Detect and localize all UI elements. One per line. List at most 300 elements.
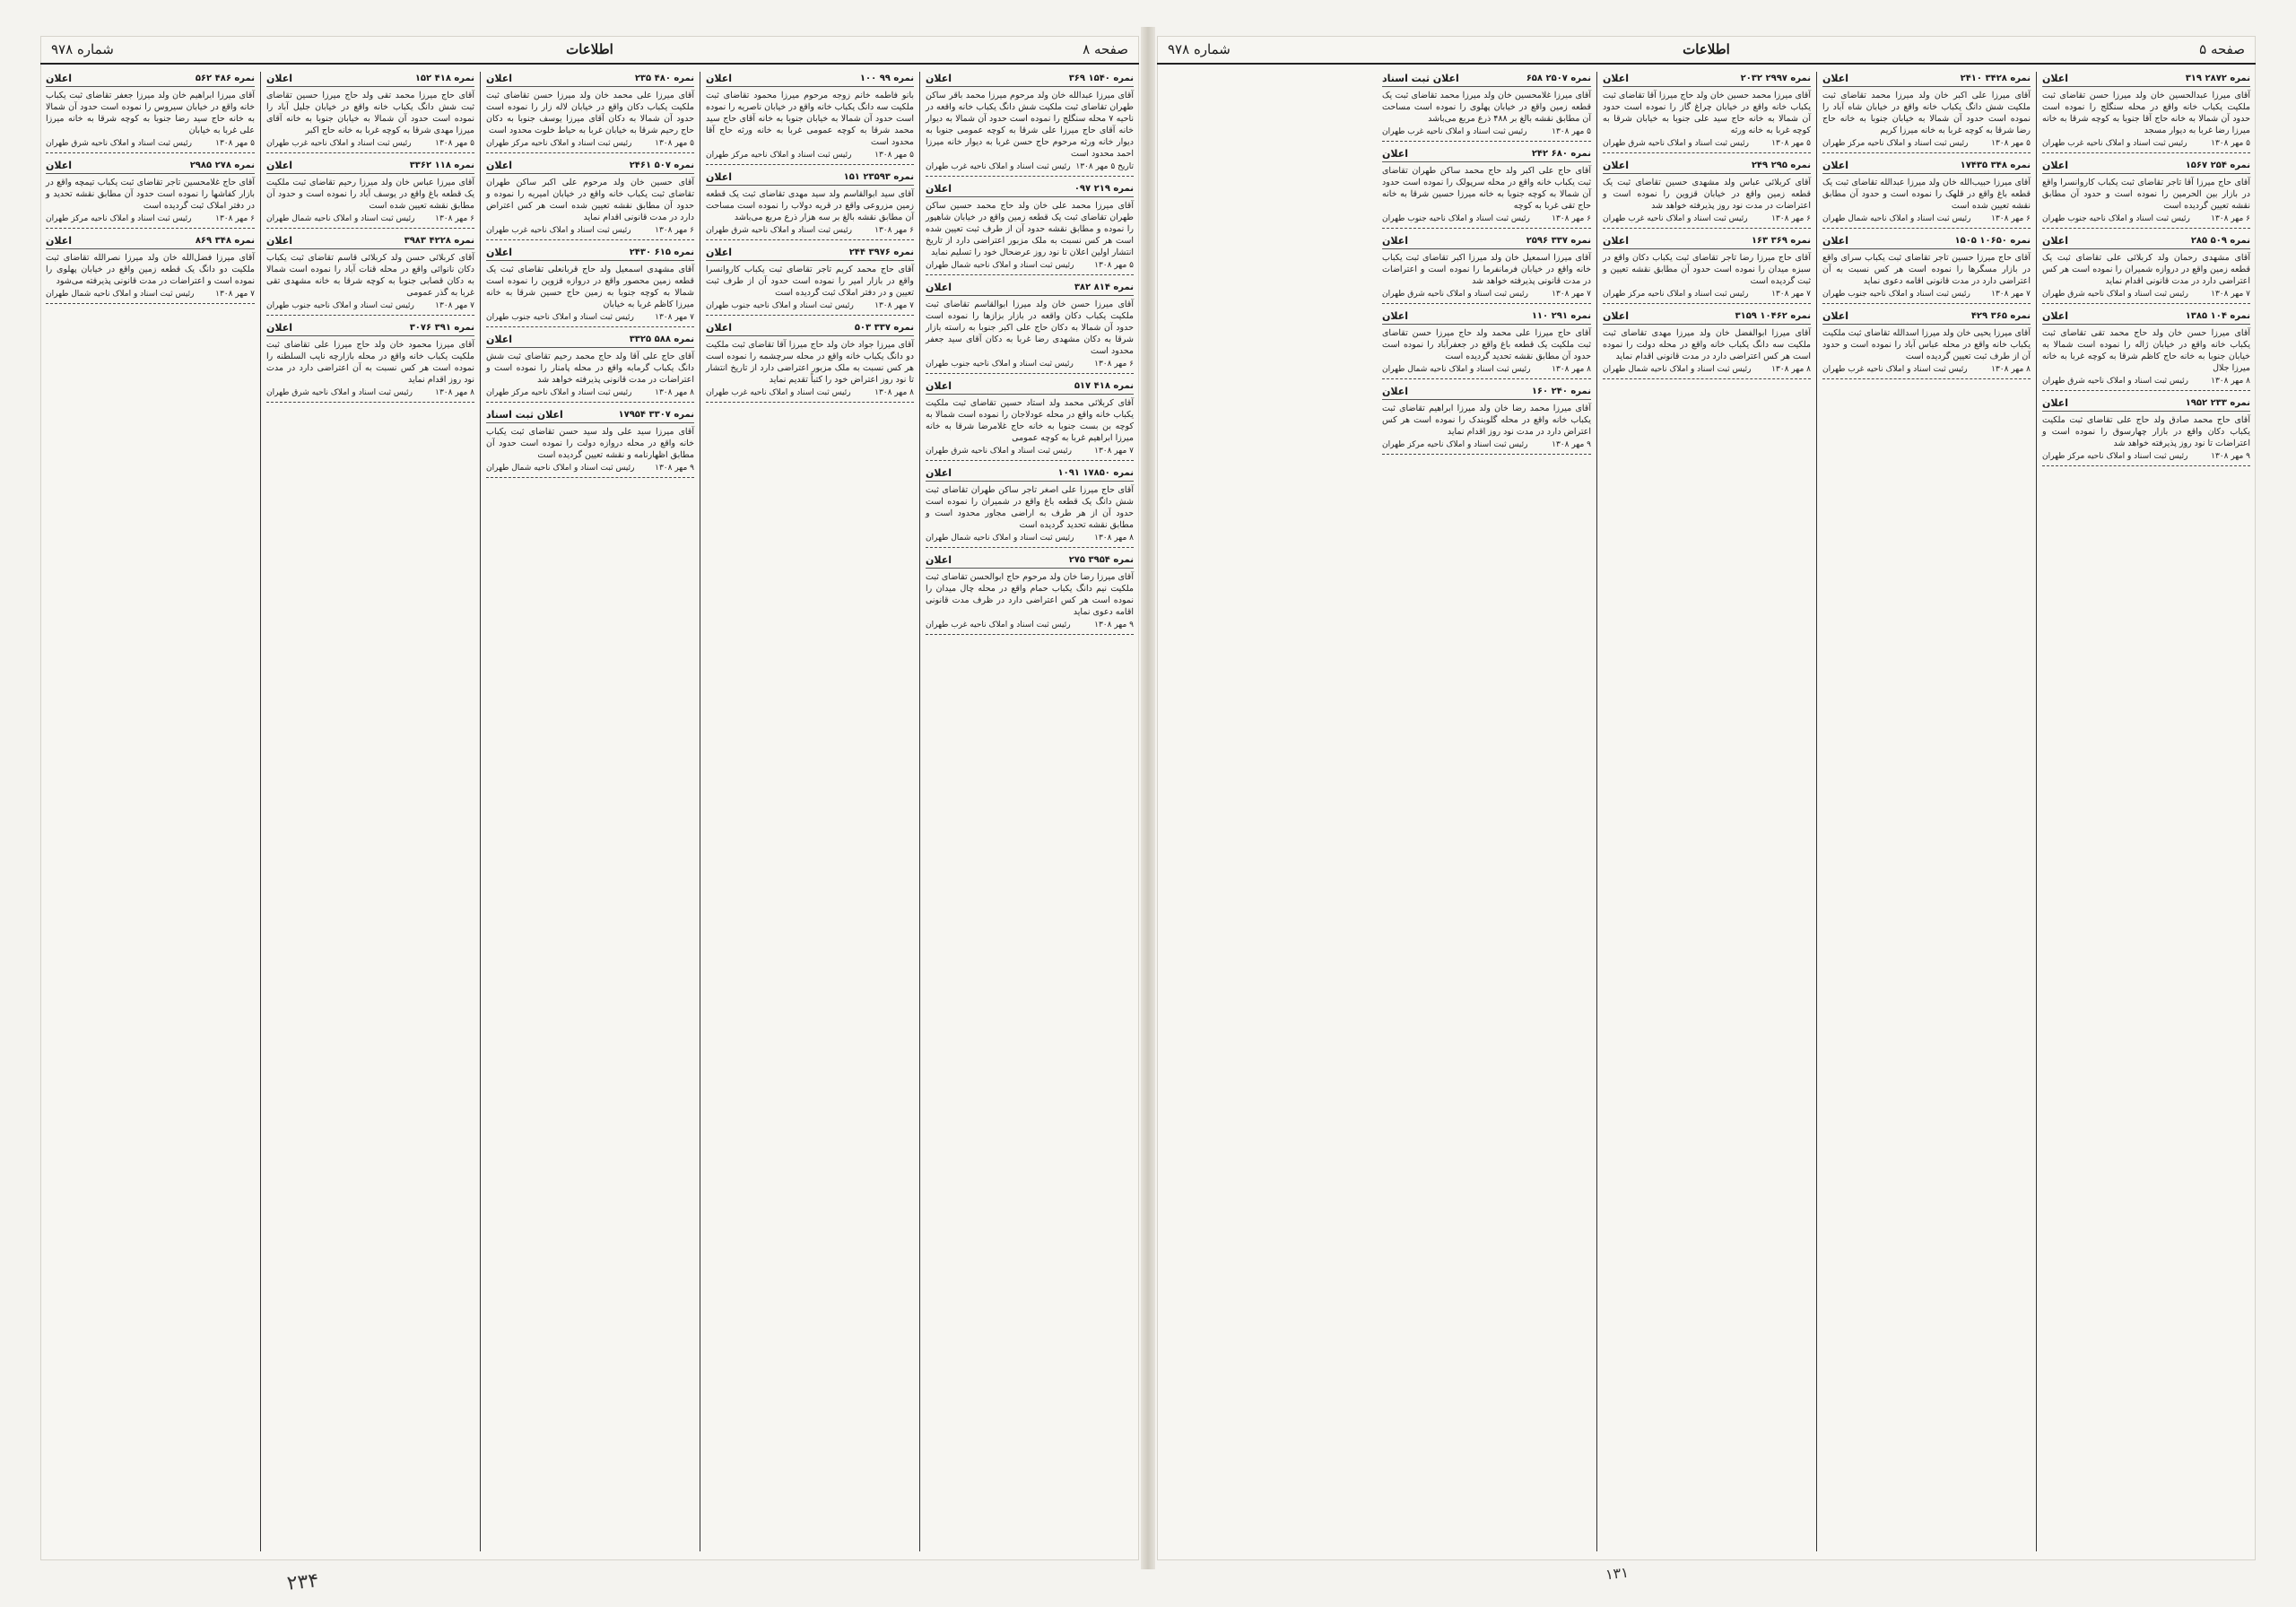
newspaper-column [700,72,919,1551]
notice-number: نمره ۵۰۹ ۲۸۵ [2190,236,2250,246]
notice-header [706,170,914,186]
registration-notice [1822,72,2031,153]
notice-body: آقای میرزا عبدالحسین خان ولد میرزا حسن تقاضای ثبت ملکیت یکباب خانه واقع در محله سنگلج را نموده است حدود آن شمالا به خانه حاج آقا جنوبا به کوچه شرقا به خانه میرزا رضا غربا به دیوار مسجد [2042,91,2250,135]
registration-notice [486,246,694,327]
registration-notice [1603,309,1811,379]
notice-body: آقای میرزا غلامحسین خان ولد میرزا محمد تقاضای ثبت یک قطعه زمین واقع در خیابان پهلوی را نموده است مساحت آن مطابق نقشه بالغ بر ۴۸۸ ذرع مربع می‌باشد [1382,91,1591,124]
notice-date: تاریخ ۵ مهر ۱۳۰۸ [1075,162,1134,171]
right-newspaper-page [1157,36,2256,1560]
notice-title: اعلان [1382,386,1409,397]
handwritten-page-number: ۲۳۴ [285,1569,320,1595]
notice-body: آقای حاج میرزا علی اصغر تاجر ساکن طهران تقاضای ثبت شش دانگ یک قطعه باغ واقع در شمیران را نموده است حدود آن از هر طرف به اراضی مجاور محدود است و مطابق نقشه تحدید گردیده است [926,485,1134,530]
notice-footer [266,214,474,223]
registry-office: رئیس ثبت اسناد و املاک ناحیه شمال طهران [1603,365,1752,374]
notice-body: آقای حاج میرزا رضا تاجر تقاضای ثبت یکباب دکان واقع در سبزه میدان را نموده است حدود آن مطابق نقشه تعیین و ثبت گردیده است [1603,253,1811,286]
page-columns [40,72,1139,1551]
notice-header [1603,309,1811,325]
newspaper-column [1377,72,1596,1551]
notice-header [266,159,474,174]
registry-office: رئیس ثبت اسناد و املاک ناحیه مرکز طهران [706,151,852,160]
notice-footer [486,139,694,148]
notice-date: ۷ مهر ۱۳۰۸ [655,313,694,322]
notice-footer [1603,290,1811,299]
notice-number: نمره ۳۳۷ ۵۰۳ [854,323,914,333]
notice-header [46,72,255,87]
notice-footer [2042,452,2250,461]
notice-number: نمره ۶۱۵ ۲۴۳۰ [629,248,694,257]
registration-notice [1603,159,1811,229]
notice-footer [2042,377,2250,386]
notice-footer [46,290,255,299]
notice-title: اعلان [486,247,513,258]
registry-office: رئیس ثبت اسناد و املاک ناحیه شمال طهران [1822,214,1971,223]
notice-number: نمره ۲۹۱ ۱۱۰ [1531,311,1591,321]
notice-title: اعلان [266,235,293,247]
notice-number: نمره ۱۱۸ ۳۳۶۲ [409,161,474,170]
registry-office: رئیس ثبت اسناد و املاک ناحیه غرب طهران [926,162,1071,171]
notice-header [1382,309,1591,325]
notice-title: اعلان [266,160,293,171]
notice-title: اعلان [46,160,73,171]
notice-header [926,72,1134,87]
notice-footer [706,388,914,397]
notice-number: نمره ۳۳۰۷ ۱۷۹۵۴ [618,410,694,420]
notice-title: اعلان ثبت اسناد [486,409,563,421]
notice-footer [926,162,1134,171]
handwritten-page-number: ۱۳۱ [1605,1563,1630,1584]
notice-footer [1603,139,1811,148]
notice-body: آقای حاج میرزا آقا تاجر تقاضای ثبت یکباب کاروانسرا واقع در بازار بین الحرمین را نموده است و حدود آن مطابق نقشه تعیین گردیده است [2042,178,2250,211]
registry-office: رئیس ثبت اسناد و املاک ناحیه شرق طهران [1603,139,1749,148]
notice-date: ۹ مهر ۱۳۰۸ [655,464,694,473]
notice-title: اعلان [1603,73,1630,84]
notice-body: آقای حاج محمد صادق ولد حاج علی تقاضای ثبت ملکیت یکباب دکان واقع در بازار چهارسوق را نموده است و اعتراضات تا نود روز پذیرفته خواهد شد [2042,415,2250,448]
registry-office: رئیس ثبت اسناد و املاک ناحیه غرب طهران [2042,139,2187,148]
notice-title: اعلان [2042,160,2069,171]
newspaper-column [1596,72,1816,1551]
registry-office: رئیس ثبت اسناد و املاک ناحیه جنوب طهران [1822,290,1970,299]
notice-footer [46,139,255,148]
registration-notice [926,379,1134,461]
notice-number: نمره ۳۹۱ ۳۰۷۶ [409,323,474,333]
notice-title: اعلان [1822,160,1849,171]
notice-title: اعلان [1382,310,1409,322]
notice-footer [2042,290,2250,299]
notice-number: نمره ۸۱۴ ۳۸۲ [1074,282,1134,292]
notice-date: ۷ مهر ۱۳۰۸ [2211,290,2250,299]
notice-number: نمره ۲۷۸ ۲۹۸۵ [189,161,255,170]
notice-body: آقای میرزا ابراهیم خان ولد میرزا جعفر تقاضای ثبت یکباب خانه واقع در خیابان سیروس را نموده است حدود آن شمالا به خانه حاج سید رضا جنوبا به کوچه شرقا به خانه میرزا علی غربا به خیابان [46,91,255,135]
notice-body: آقای میرزا فضل‌الله خان ولد میرزا نصرالله تقاضای ثبت ملکیت دو دانگ یک قطعه زمین واقع در خیابان پهلوی را نموده است و اعتراضات در مدت قانونی پذیرفته می‌شود [46,253,255,286]
registry-office: رئیس ثبت اسناد و املاک ناحیه شمال طهران [266,214,415,223]
notice-header [1822,234,2031,249]
registration-notice [266,321,474,403]
registration-notice [926,281,1134,374]
registry-office: رئیس ثبت اسناد و املاک ناحیه غرب طهران [1382,127,1527,136]
notice-header [266,321,474,336]
notice-header [266,234,474,249]
notice-body: آقای حسین خان ولد مرحوم علی اکبر ساکن طهران تقاضای ثبت یکباب خانه واقع در خیابان امیریه را نموده و حدود آن مطابق نقشه تعیین شده است هر کس اعتراض دارد در مدت قانونی اقدام نماید [486,178,694,222]
notice-body: آقای حاج میرزا حسین تاجر تقاضای ثبت یکباب سرای واقع در بازار مسگرها را نموده است هر کس نسبت به آن اعتراضی دارد در مدت قانونی اقامه دعوی نماید [1822,253,2031,286]
notice-body: آقای حاج علی اکبر ولد حاج محمد ساکن طهران تقاضای ثبت یکباب خانه واقع در محله سرپولک را نموده است حدود آن شمالا به کوچه جنوبا به خانه میرزا حسین شرقا به خانه حاج تقی غربا به کوچه [1382,166,1591,211]
newspaper-column [919,72,1139,1551]
notice-body: آقای حاج علی آقا ولد حاج محمد رحیم تقاضای ثبت شش دانگ یکباب گرمابه واقع در محله پامنار را نموده است و اعتراضات در مدت قانونی پذیرفته خواهد شد [486,352,694,385]
notice-date: ۵ مهر ۱۳۰۸ [1771,139,1811,148]
page-number: صفحه ۸ [1083,41,1128,57]
newspaper-column [260,72,480,1551]
notice-title: اعلان [706,247,733,258]
notice-date: ۹ مهر ۱۳۰۸ [1552,440,1591,449]
notice-number: نمره ۹۹ ۱۰۰ [859,74,914,83]
notice-header [486,408,694,423]
registry-office: رئیس ثبت اسناد و املاک ناحیه مرکز طهران [1822,139,1969,148]
registration-notice [1382,385,1591,455]
registry-office: رئیس ثبت اسناد و املاک ناحیه جنوب طهران [266,301,414,310]
newspaper-column [40,72,260,1551]
notice-date: ۷ مهر ۱۳۰۸ [435,301,474,310]
registry-office: رئیس ثبت اسناد و املاک ناحیه شرق طهران [706,226,852,235]
registration-notice [266,159,474,229]
notice-date: ۷ مهر ۱۳۰۸ [1771,290,1811,299]
notice-date: ۶ مهر ۱۳۰۸ [1094,360,1134,369]
notice-date: ۵ مهر ۱۳۰۸ [1094,261,1134,270]
notice-body: آقای میرزا ابوالفضل خان ولد میرزا مهدی تقاضای ثبت ملکیت سه دانگ یکباب خانه واقع در محله دولت را نموده است هر کس اعتراضی دارد در مدت قانونی اقدام نماید [1603,328,1811,361]
notice-header [486,72,694,87]
notice-title: اعلان [1822,73,1849,84]
newspaper-column [2036,72,2256,1551]
notice-date: ۷ مهر ۱۳۰۸ [215,290,255,299]
notice-number: نمره ۲۱۹ ۰۹۷ [1074,184,1134,194]
registration-notice [706,170,914,240]
notice-footer [486,313,694,322]
newspaper-title: اطلاعات [1683,41,1730,57]
notice-number: نمره ۴۸۰ ۲۳۵ [634,74,694,83]
notice-body: آقای میرزا عبدالله خان ولد مرحوم میرزا محمد باقر ساکن طهران تقاضای ثبت ملکیت شش دانگ یکباب خانه واقعه در ناحیه ۷ محله سنگلج را نموده است حدود آن شمالا به دیوار خانه آقای حاج میرزا علی شرقا به کوچه عمومی جنوبا به دیوار خانه ورثه مرحوم حاج حسن غربا به دیوار خانه میرزا احمد محدود است [926,91,1134,159]
notice-header [926,553,1134,569]
registry-office: رئیس ثبت اسناد و املاک ناحیه مرکز طهران [2042,452,2188,461]
notice-body: آقای کربلائی حسن ولد کربلائی قاسم تقاضای ثبت یکباب دکان نانوائی واقع در محله قنات آباد را نموده است شمالا به دکان قصابی جنوبا به کوچه شرقا به خانه مشهدی تقی غربا به گذر عمومی [266,253,474,298]
notice-body: آقای میرزا رضا خان ولد مرحوم حاج ابوالحسن تقاضای ثبت ملکیت نیم دانگ یکباب حمام واقع در محله چال میدان را نموده است هر کس اعتراضی دارد در ظرف مدت قانونی اقامه دعوی نماید [926,572,1134,617]
issue-number: شماره ۹۷۸ [51,41,114,57]
notice-header [706,72,914,87]
notice-body: آقای حاج میرزا علی محمد ولد حاج میرزا حسن تقاضای ثبت ملکیت یک قطعه باغ واقع در جعفرآباد را نموده است حدود آن مطابق نقشه تحدید گردیده است [1382,328,1591,361]
notice-body: آقای حاج محمد کریم تاجر تقاضای ثبت یکباب کاروانسرا واقع در بازار امیر را نموده است حدود آن از طرف ثبت تعیین و در دفتر املاک ثبت گردیده است [706,265,914,298]
notice-footer [1603,365,1811,374]
notice-footer [266,301,474,310]
registry-office: رئیس ثبت اسناد و املاک ناحیه شمال طهران [486,464,635,473]
notice-number: نمره ۳۹۷۶ ۲۴۴ [848,248,914,257]
registration-notice [1822,159,2031,229]
registration-notice [1603,234,1811,304]
notice-number: نمره ۲۳۳ ۱۹۵۲ [2185,398,2250,408]
notice-body: آقای میرزا حسن خان ولد حاج محمد تقی تقاضای ثبت یکباب خانه واقع در خیابان ژاله را نموده است شمالا به خیابان جنوبا به خانه حاج کاظم شرقا به کوچه غربا به خانه میرزا جلال [2042,328,2250,373]
notice-date: ۶ مهر ۱۳۰۸ [1771,214,1811,223]
notice-body: آقای میرزا اسمعیل خان ولد میرزا اکبر تقاضای ثبت یکباب خانه واقع در خیابان فرمانفرما را نموده است و اعتراضات در مدت قانونی پذیرفته خواهد شد [1382,253,1591,286]
registry-office: رئیس ثبت اسناد و املاک ناحیه غرب طهران [1603,214,1748,223]
newspaper-title: اطلاعات [566,41,613,57]
notice-title: اعلان [486,334,513,345]
registry-office: رئیس ثبت اسناد و املاک ناحیه غرب طهران [1822,365,1968,374]
notice-footer [1382,365,1591,374]
registry-office: رئیس ثبت اسناد و املاک ناحیه جنوب طهران [2042,214,2190,223]
notice-header [1382,72,1591,87]
notice-body: آقای میرزا عباس خان ولد میرزا رحیم تقاضای ثبت ملکیت یک قطعه باغ واقع در یوسف آباد را نموده است و حدود آن مطابق نقشه تعیین شده است [266,178,474,211]
notice-header [706,321,914,336]
notice-title: اعلان [2042,310,2069,322]
registration-notice [46,234,255,304]
notice-title: اعلان [266,73,293,84]
notice-date: ۸ مهر ۱۳۰۸ [2211,377,2250,386]
notice-number: نمره ۳۳۷ ۲۵۹۶ [1526,236,1591,246]
notice-header [1822,159,2031,174]
notice-number: نمره ۵۰۷ ۲۴۶۱ [629,161,694,170]
registry-office: رئیس ثبت اسناد و املاک ناحیه شمال طهران [46,290,195,299]
registry-office: رئیس ثبت اسناد و املاک ناحیه غرب طهران [706,388,851,397]
notice-date: ۷ مهر ۱۳۰۸ [1094,447,1134,456]
notice-footer [1822,214,2031,223]
registration-notice [926,72,1134,177]
notice-number: نمره ۱۰۴۶۲ ۳۱۵۹ [1735,311,1811,321]
registration-notice [1382,309,1591,379]
notice-title: اعلان [926,73,952,84]
notice-footer [926,261,1134,270]
notice-title: اعلان [486,160,513,171]
notice-title: اعلان [926,554,952,566]
notice-body: آقای مشهدی اسمعیل ولد حاج قربانعلی تقاضای ثبت یک قطعه زمین محصور واقع در دروازه قزوین را نموده است شمالا به کوچه جنوبا به زمین حاج حسین شرقا به خانه میرزا کاظم غربا به خیابان [486,265,694,309]
notice-header [2042,234,2250,249]
notice-title: اعلان [1382,235,1409,247]
notice-header [486,246,694,261]
notice-date: ۸ مهر ۱۳۰۸ [1094,534,1134,543]
notice-footer [1382,440,1591,449]
notice-title: اعلان [1603,310,1630,322]
notice-footer [266,139,474,148]
notice-header [2042,72,2250,87]
registry-office: رئیس ثبت اسناد و املاک ناحیه شرق طهران [926,447,1072,456]
notice-number: نمره ۳۶۹ ۱۶۳ [1751,236,1811,246]
registry-office: رئیس ثبت اسناد و املاک ناحیه مرکز طهران [1603,290,1749,299]
registration-notice [1822,309,2031,379]
registry-office: رئیس ثبت اسناد و املاک ناحیه شرق طهران [266,388,413,397]
registry-office: رئیس ثبت اسناد و املاک ناحیه جنوب طهران [706,301,854,310]
registry-office: رئیس ثبت اسناد و املاک ناحیه جنوب طهران [486,313,634,322]
notice-header [1822,72,2031,87]
notice-number: نمره ۳۹۵۴ ۲۷۵ [1068,555,1134,565]
notice-header [926,379,1134,395]
notice-footer [1382,127,1591,136]
notice-date: ۵ مهر ۱۳۰۸ [435,139,474,148]
notice-header [486,159,694,174]
notice-date: ۶ مهر ۱۳۰۸ [1552,214,1591,223]
notice-body: آقای میرزا محمد حسین خان ولد حاج میرزا آقا تقاضای ثبت یکباب خانه واقع در خیابان چراغ گاز را نموده است حدود آن شمالا به خانه حاج سید علی جنوبا به خیابان شرقا به کوچه غربا به خانه ورثه [1603,91,1811,135]
notice-date: ۵ مهر ۱۳۰۸ [655,139,694,148]
notice-body: آقای حاج میرزا محمد تقی ولد حاج میرزا حسین تقاضای ثبت شش دانگ یکباب خانه واقع در خیابان جلیل آباد را نموده است حدود آن شمالا به خیابان جنوبا به خانه آقای میرزا مهدی شرقا به کوچه غربا به خانه حاج اکبر [266,91,474,135]
notice-date: ۶ مهر ۱۳۰۸ [1991,214,2031,223]
notice-title: اعلان [2042,397,2069,409]
notice-footer [1822,290,2031,299]
newspaper-column [480,72,700,1551]
notice-body: آقای میرزا محمود خان ولد حاج میرزا علی تقاضای ثبت ملکیت یکباب خانه واقع در محله بازارچه نایب السلطنه را نموده است هر کس نسبت به آن اعتراضی دارد در مدت نود روز اقدام نماید [266,340,474,385]
notice-title: اعلان [46,73,73,84]
notice-footer [1822,365,2031,374]
registration-notice [486,72,694,153]
notice-number: نمره ۵۸۸ ۳۳۲۵ [629,334,694,344]
registration-notice [926,553,1134,635]
registry-office: رئیس ثبت اسناد و املاک ناحیه مرکز طهران [46,214,192,223]
page-header [40,36,1139,65]
registration-notice [1822,234,2031,304]
notice-title: اعلان [926,183,952,195]
notice-date: ۷ مهر ۱۳۰۸ [1991,290,2031,299]
notice-number: نمره ۱۰۴ ۱۳۸۵ [2185,311,2250,321]
notice-footer [926,360,1134,369]
registration-notice [2042,159,2250,229]
notice-date: ۶ مهر ۱۳۰۸ [2211,214,2250,223]
notice-footer [2042,139,2250,148]
notice-number: نمره ۳۴۲۸ ۲۴۱۰ [1960,74,2031,83]
notice-number: نمره ۱۰۶۵۰ ۱۵۰۵ [1954,236,2031,246]
notice-footer [2042,214,2250,223]
notice-title: اعلان [1822,235,1849,247]
notice-number: نمره ۶۸۰ ۲۴۲ [1531,149,1591,159]
notice-footer [266,388,474,397]
notice-number: نمره ۲۵۰۷ ۶۵۸ [1526,74,1591,83]
notice-number: نمره ۱۵۴۰ ۳۶۹ [1068,74,1134,83]
registry-office: رئیس ثبت اسناد و املاک ناحیه شمال طهران [926,261,1074,270]
notice-number: نمره ۲۹۵ ۲۴۹ [1751,161,1811,170]
registry-office: رئیس ثبت اسناد و املاک ناحیه شرق طهران [2042,377,2188,386]
notice-date: ۶ مهر ۱۳۰۸ [655,226,694,235]
notice-title: اعلان [1382,148,1409,160]
notice-number: نمره ۴۱۸ ۱۵۲ [414,74,474,83]
notice-date: ۸ مهر ۱۳۰۸ [1991,365,2031,374]
notice-title: اعلان [2042,235,2069,247]
registry-office: رئیس ثبت اسناد و املاک ناحیه جنوب طهران [1382,214,1530,223]
notice-header [926,281,1134,296]
registration-notice [2042,72,2250,153]
registry-office: رئیس ثبت اسناد و املاک ناحیه شرق طهران [46,139,192,148]
registration-notice [706,321,914,403]
registration-notice [1382,72,1591,142]
notice-title: اعلان [46,235,73,247]
registry-office: رئیس ثبت اسناد و املاک ناحیه غرب طهران [926,621,1071,630]
registry-office: رئیس ثبت اسناد و املاک ناحیه مرکز طهران [486,139,632,148]
registration-notice [266,72,474,153]
notice-header [2042,159,2250,174]
registration-notice [2042,309,2250,391]
notice-title: اعلان [706,322,733,334]
notice-body: آقای مشهدی رحمان ولد کربلائی علی تقاضای ثبت یک قطعه زمین واقع در دروازه شمیران را نموده است هر کس اعتراضی دارد در مدت قانونی اقدام نماید [2042,253,2250,286]
notice-footer [1382,290,1591,299]
notice-header [46,234,255,249]
notice-body: بانو فاطمه خانم زوجه مرحوم میرزا محمود تقاضای ثبت ملکیت سه دانگ یکباب خانه واقع در خیابان ناصریه را نموده است حدود آن شمالا به خیابان جنوبا به خانه آقای حاج سید محمد شرقا به کوچه عمومی غربا به خانه ورثه حاج آقا محدود است [706,91,914,147]
notice-title: اعلان [706,73,733,84]
notice-header [926,466,1134,482]
notice-header [266,72,474,87]
registry-office: رئیس ثبت اسناد و املاک ناحیه غرب طهران [486,226,631,235]
notice-footer [926,447,1134,456]
notice-date: ۷ مهر ۱۳۰۸ [874,301,914,310]
registry-office: رئیس ثبت اسناد و املاک ناحیه شمال طهران [1382,365,1531,374]
notice-number: نمره ۲۴۰ ۱۶۰ [1531,387,1591,396]
registration-notice [2042,396,2250,466]
notice-date: ۵ مهر ۱۳۰۸ [1552,127,1591,136]
notice-footer [706,301,914,310]
registration-notice [926,466,1134,548]
notice-date: ۸ مهر ۱۳۰۸ [874,388,914,397]
registry-office: رئیس ثبت اسناد و املاک ناحیه مرکز طهران [1382,440,1528,449]
notice-header [1382,234,1591,249]
notice-footer [46,214,255,223]
notice-body: آقای حاج غلامحسین تاجر تقاضای ثبت یکباب تیمچه واقع در بازار کفاشها را نموده است حدود آن مطابق نقشه تحدید و در دفتر املاک ثبت گردیده است [46,178,255,211]
notice-date: ۶ مهر ۱۳۰۸ [435,214,474,223]
registration-notice [46,72,255,153]
notice-date: ۵ مهر ۱۳۰۸ [874,151,914,160]
notice-date: ۵ مهر ۱۳۰۸ [1991,139,2031,148]
notice-header [2042,309,2250,325]
notice-body: آقای میرزا محمد علی خان ولد حاج محمد حسین ساکن طهران تقاضای ثبت یک قطعه زمین واقع در خیابان شاهپور را نموده و مطابق نقشه حدود آن از طرف ثبت تعیین شده است هر کس نسبت به ملک مزبور اعتراضی دارد از تاریخ انتشار اولین اعلان تا نود روز عرضحال خود را تسلیم نماید [926,201,1134,257]
notice-header [46,159,255,174]
registration-notice [486,333,694,403]
notice-header [2042,396,2250,412]
notice-footer [486,464,694,473]
registration-notice [46,159,255,229]
notice-title: اعلان ثبت اسناد [1382,73,1459,84]
notice-date: ۹ مهر ۱۳۰۸ [1094,621,1134,630]
notice-header [486,333,694,348]
page-number: صفحه ۵ [2199,41,2245,57]
notice-header [1822,309,2031,325]
issue-number: شماره ۹۷۸ [1168,41,1231,57]
notice-footer [486,388,694,397]
registration-notice [2042,234,2250,304]
registration-notice [706,246,914,316]
notice-number: نمره ۲۵۴ ۱۵۶۷ [2185,161,2250,170]
notice-title: اعلان [266,322,293,334]
notice-title: اعلان [1603,160,1630,171]
notice-date: ۸ مهر ۱۳۰۸ [655,388,694,397]
notice-body: آقای سید ابوالقاسم ولد سید مهدی تقاضای ثبت یک قطعه زمین مزروعی واقع در قریه دولاب را نموده است مساحت آن مطابق نقشه بالغ بر سه هزار ذرع مربع می‌باشد [706,189,914,222]
notice-footer [1603,214,1811,223]
registry-office: رئیس ثبت اسناد و املاک ناحیه شمال طهران [926,534,1074,543]
registration-notice [1382,234,1591,304]
notice-footer [706,226,914,235]
registration-notice [1603,72,1811,153]
registration-notice [706,72,914,165]
notice-number: نمره ۴۸۶ ۵۶۲ [195,74,255,83]
notice-date: ۸ مهر ۱۳۰۸ [1552,365,1591,374]
notice-body: آقای میرزا علی محمد خان ولد میرزا حسن تقاضای ثبت ملکیت یکباب دکان واقع در خیابان لاله زار را نموده است حدود آن شمالا به دکان آقای میرزا یوسف جنوبا به دکان حاج رحیم شرقا به خیابان غربا به حیاط خلوت محدود است [486,91,694,135]
notice-title: اعلان [2042,73,2069,84]
notice-date: ۸ مهر ۱۳۰۸ [435,388,474,397]
registration-notice [486,159,694,240]
page-columns [1157,72,2256,1551]
notice-number: نمره ۱۷۸۵۰ ۱۰۹۱ [1057,468,1134,478]
notice-footer [926,534,1134,543]
registration-notice [1382,147,1591,229]
notice-title: اعلان [926,467,952,479]
notice-date: ۷ مهر ۱۳۰۸ [1552,290,1591,299]
notice-date: ۵ مهر ۱۳۰۸ [215,139,255,148]
notice-number: نمره ۴۱۸ ۵۱۷ [1074,381,1134,391]
notice-title: اعلان [926,282,952,293]
notice-header [1603,159,1811,174]
book-gutter [1141,27,1155,1569]
notice-date: ۹ مهر ۱۳۰۸ [2211,452,2250,461]
notice-footer [706,151,914,160]
notice-title: اعلان [706,171,733,183]
registration-notice [266,234,474,316]
